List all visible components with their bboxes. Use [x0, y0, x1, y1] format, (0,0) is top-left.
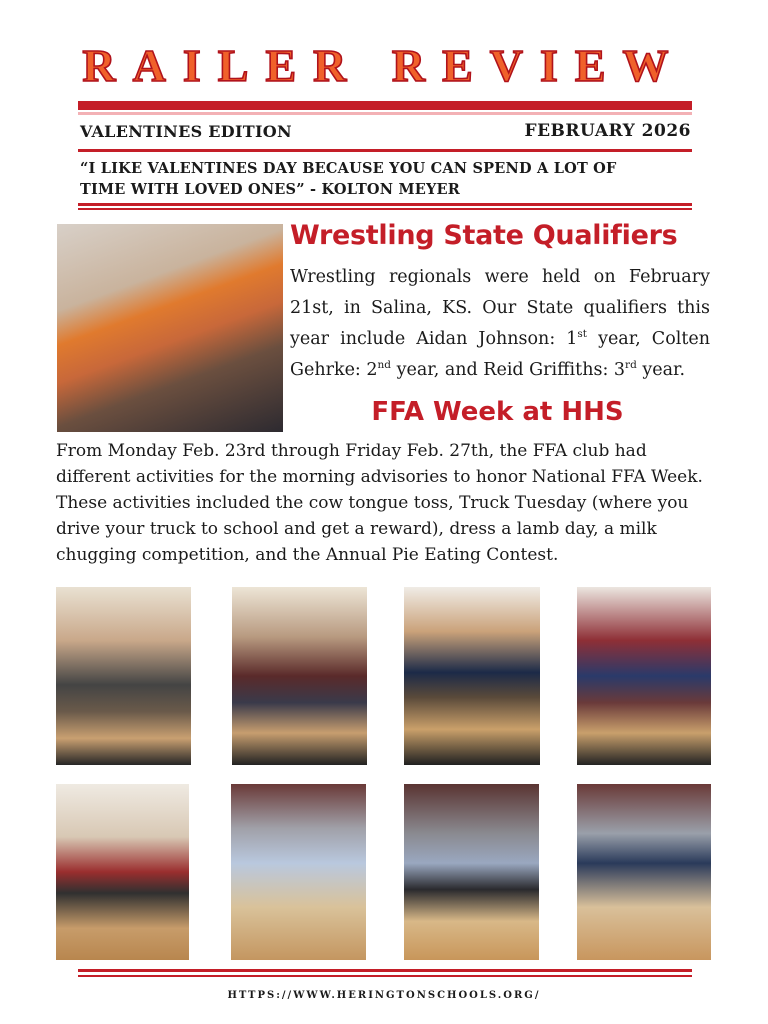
ffa-photo-6: [231, 784, 366, 960]
quote-line-1: “I LIKE VALENTINES DAY BECAUSE YOU CAN SPEND A LOT OF: [80, 160, 617, 177]
quote-divider-thin: [78, 208, 692, 210]
ffa-photo-4: [577, 587, 711, 765]
footer-divider: [78, 969, 692, 972]
edition-label: VALENTINES EDITION: [80, 122, 292, 141]
ffa-heading: FFA Week at HHS: [371, 397, 624, 427]
quote: [80, 158, 700, 200]
ffa-photo-7: [404, 784, 539, 960]
masthead-divider: [78, 101, 692, 110]
issue-date: FEBRUARY 2026: [524, 121, 691, 141]
ffa-photo-8: [577, 784, 711, 960]
wrestling-heading: Wrestling State Qualifiers: [290, 220, 678, 251]
ffa-photo-1: [56, 587, 191, 765]
header-divider: [78, 149, 692, 152]
ffa-photo-3: [404, 587, 540, 765]
quote-divider: [78, 203, 692, 206]
footer-url[interactable]: HTTPS://WWW.HERINGTONSCHOOLS.ORG/: [227, 990, 541, 1001]
ordinal-suffix: rd: [625, 359, 637, 372]
ffa-photo-2: [232, 587, 367, 765]
wrestling-text-part: year.: [636, 360, 686, 380]
wrestling-text-part: year, Colten Gehrke: 2: [290, 329, 710, 380]
wrestling-photo: [57, 224, 283, 432]
quote-line-2: TIME WITH LOVED ONES” - KOLTON MEYER: [80, 181, 461, 198]
wrestling-text-part: year, and Reid Griffiths: 3: [391, 360, 626, 380]
ffa-article: From Monday Feb. 23rd through Friday Feb. 27th, the FFA club had different activities for the morning advisories to honor National FFA Week. These activities included the cow tongue toss, Truck Tuesday (where you drive your truck to school and get a reward), dress a lamb day, a milk chugging competition, and the Annual Pie Eating Contest.: [56, 441, 703, 565]
ordinal-suffix: st: [577, 328, 588, 341]
ffa-photo-5: [56, 784, 189, 960]
wrestling-article: [290, 262, 710, 386]
masthead-divider-accent: [78, 112, 692, 115]
footer-divider-thin: [78, 975, 692, 977]
ordinal-suffix: nd: [377, 359, 392, 372]
wrestling-text-part: Wrestling regionals were held on February 21st, in Salina, KS. Our State qualifiers this year include Aidan Johnson: 1: [290, 267, 710, 349]
masthead-title: RAILER REVIEW: [82, 40, 686, 91]
